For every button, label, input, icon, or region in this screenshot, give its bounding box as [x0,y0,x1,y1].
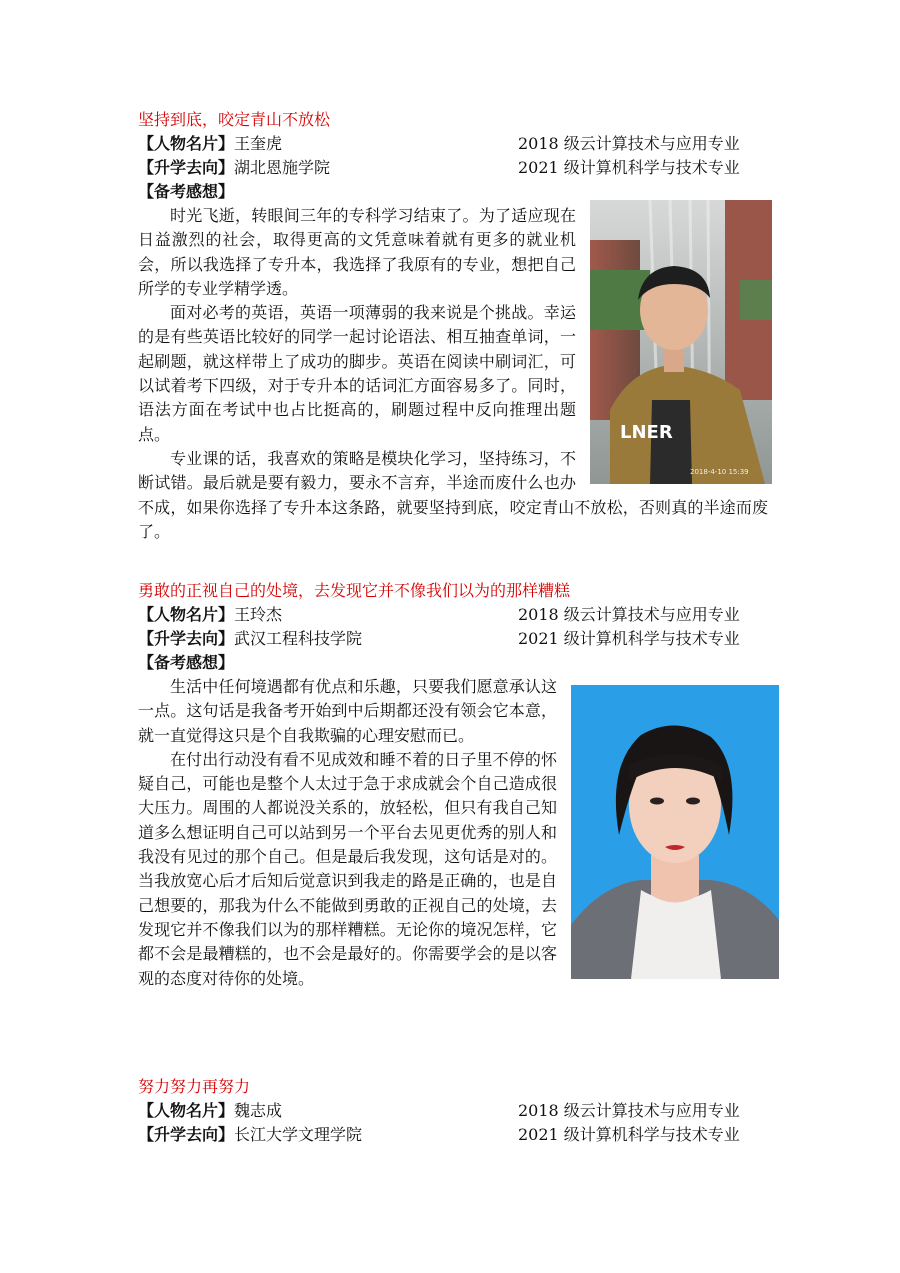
original-major: 2018 级云计算技术与应用专业 [518,1101,740,1120]
person-name: 魏志成 [234,1101,283,1120]
new-major: 2021 级计算机科学与技术专业 [518,1125,740,1144]
paragraph: 在付出行动没有看不见成效和睡不着的日子里不停的怀疑自己，可能也是整个人太过于急于求成就会个自己造成很大压力。周围的人都说没关系的，放轻松，但只有我自己知道多么想证明自己可以站到另一个平台去见更优秀的别人和我没有见过的那个自己。但是最后我发现，这句话是对的。当我放宽心后才后知后觉意识到我走的路是正确的，也是自己想要的，那我为什么不能做到勇敢的正视自己的处境，去发现它并不像我们以为的那样糟糕。无论你的境况怎样，它都不会是最糟糕的，也不会是最好的。你需要学会的是以客观的态度对待你的处境。 [138,749,557,988]
section-title: 努力努力再努力 [138,1077,251,1096]
thoughts-label: 【备考感想】 [138,182,235,201]
destination-school: 湖北恩施学院 [234,158,331,177]
profile-destination-row [138,627,768,651]
thoughts-label: 【备考感想】 [138,653,235,672]
paragraph: 专业课的话，我喜欢的策略是模块化学习，坚持练习，不断试错。最后就是要有毅力，要永不言弃，半途而废什么也办不成，如果你选择了专升本这条路，就要坚持到底，咬定青山不放松，否则真的半途而废了。 [138,448,768,541]
name-label: 【人物名片】 [138,134,235,153]
profile-section-2 [138,579,768,991]
student-photo [571,685,779,979]
person-name: 王玲杰 [234,605,283,624]
name-label: 【人物名片】 [138,1101,235,1120]
paragraph: 时光飞逝，转眼间三年的专科学习结束了。为了适应现在日益激烈的社会，取得更高的文凭意味着就有更多的就业机会，所以我选择了专升本，我选择了我原有的专业，想把自己所学的专业学精学透。 [138,206,576,298]
section-title: 坚持到底，咬定青山不放松 [138,110,331,129]
thoughts-body [138,675,768,991]
original-major: 2018 级云计算技术与应用专业 [518,605,740,624]
section-title: 勇敢的正视自己的处境，去发现它并不像我们以为的那样糟糕 [138,581,571,600]
profile-destination-row [138,156,768,180]
profile-section-3 [138,1075,768,1147]
profile-section-1 [138,108,768,544]
destination-label: 【升学去向】 [138,629,235,648]
student-photo [590,200,772,484]
paragraph: 生活中任何境遇都有优点和乐趣，只要我们愿意承认这一点。这句话是我备考开始到中后期都还没有领会它本意，就一直觉得这只是个自我欺骗的心理安慰而已。 [138,677,557,745]
photo-timestamp: 2018-4-10 15:39 [690,468,749,476]
name-label: 【人物名片】 [138,605,235,624]
svg-text:LNER: LNER [620,422,673,443]
original-major: 2018 级云计算技术与应用专业 [518,134,740,153]
destination-school: 长江大学文理学院 [234,1125,363,1144]
profile-name-row [138,603,768,627]
person-name: 王奎虎 [234,134,283,153]
thoughts-body [138,204,768,544]
destination-label: 【升学去向】 [138,158,235,177]
new-major: 2021 级计算机科学与技术专业 [518,629,740,648]
destination-label: 【升学去向】 [138,1125,235,1144]
profile-name-row [138,1099,768,1123]
profile-destination-row [138,1123,768,1147]
destination-school: 武汉工程科技学院 [234,629,363,648]
profile-name-row [138,132,768,156]
new-major: 2021 级计算机科学与技术专业 [518,158,740,177]
paragraph: 面对必考的英语，英语一项薄弱的我来说是个挑战。幸运的是有些英语比较好的同学一起讨论语法、相互抽查单词，一起刷题，就这样带上了成功的脚步。英语在阅读中刷词汇，可以试着考下四级，对于专升本的话词汇方面容易多了。同时，语法方面在考试中也占比挺高的，刷题过程中反向推理出题点。 [138,303,576,444]
